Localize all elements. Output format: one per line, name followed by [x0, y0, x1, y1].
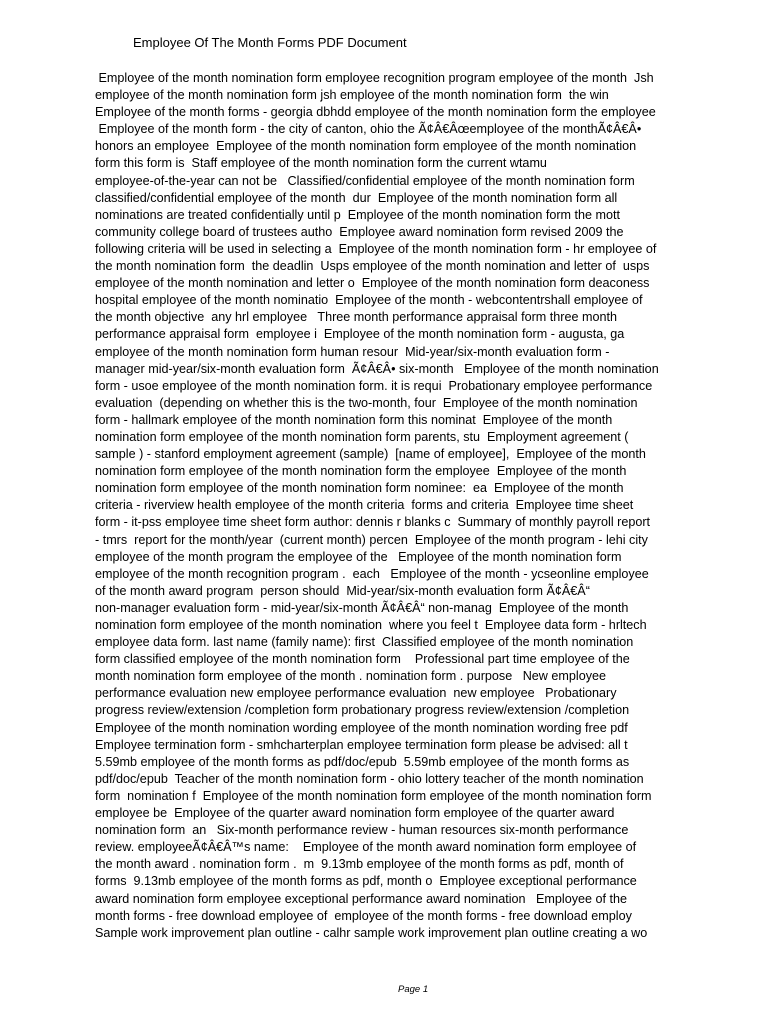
body-line: employee of the month program the employee of the Employee of the month nomination form	[95, 549, 622, 564]
body-line: form - usoe employee of the month nomination form. it is requi Probationary employee performance	[95, 378, 653, 393]
body-line: evaluation (depending on whether this is the two-month, four Employee of the month nomination	[95, 395, 638, 410]
body-line: the month objective any hrl employee Three month performance appraisal form three month	[95, 310, 617, 325]
body-line: Employee of the month form - the city of canton, ohio the Ã¢Â€Âœemployee of the monthÃ¢Â€Â•	[95, 122, 642, 137]
body-line: manager mid-year/six-month evaluation form Ã¢Â€Â• six-month Employee of the month nomination	[95, 361, 659, 376]
body-line: nominations are treated confidentially until p Employee of the month nomination form the mott	[95, 207, 621, 222]
body-line: Sample work improvement plan outline - calhr sample work improvement plan outline creating a wo	[95, 925, 648, 940]
body-line: employee-of-the-year can not be Classified/confidential employee of the month nomination form	[95, 173, 635, 188]
body-line: hospital employee of the month nominatio Employee of the month - webcontentrshall employee of	[95, 293, 643, 308]
body-line: classified/confidential employee of the month dur Employee of the month nomination form all	[95, 190, 618, 205]
body-line: award nomination form employee exceptional performance award nomination Employee of the	[95, 891, 628, 906]
body-line: form - it-pss employee time sheet form author: dennis r blanks c Summary of monthly payroll report	[95, 515, 651, 530]
body-line: Employee termination form - smhcharterplan employee termination form please be advised: all t	[95, 737, 628, 752]
page-number: Page 1	[398, 984, 429, 995]
body-line: form nomination f Employee of the month nomination form employee of the month nomination form	[95, 788, 652, 803]
body-line: nomination form employee of the month nomination form the employee Employee of the month	[95, 464, 627, 479]
body-line: criteria - riverview health employee of the month criteria forms and criteria Employee time sheet	[95, 498, 634, 513]
body-line: pdf/doc/epub Teacher of the month nomination form - ohio lottery teacher of the month nomination	[95, 771, 644, 786]
body-line: non-manager evaluation form - mid-year/six-month Ã¢Â€Â“ non-manag Employee of the month	[95, 600, 629, 615]
body-line: employee be Employee of the quarter award nomination form employee of the quarter award	[95, 806, 615, 821]
body-line: performance appraisal form employee i Employee of the month nomination form - augusta, ga	[95, 327, 625, 342]
document-body	[95, 70, 745, 942]
body-line: employee of the month nomination form human resour Mid-year/six-month evaluation form -	[95, 344, 610, 359]
body-line: employee data form. last name (family name): first Classified employee of the month nomination	[95, 635, 634, 650]
body-line: sample ) - stanford employment agreement (sample) [name of employee], Employee of the month	[95, 447, 646, 462]
body-line: month nomination form employee of the month . nomination form . purpose New employee	[95, 669, 607, 684]
body-line: nomination form an Six-month performance review - human resources six-month performance	[95, 823, 629, 838]
body-line: - tmrs report for the month/year (current month) percen Employee of the month program - lehi city	[95, 532, 648, 547]
body-line: honors an employee Employee of the month nomination form employee of the month nomination	[95, 139, 637, 154]
body-line: employee of the month nomination form jsh employee of the month nomination form the win	[95, 88, 609, 103]
body-line: Employee of the month forms - georgia dbhdd employee of the month nomination form the employee	[95, 105, 656, 120]
body-line: progress review/extension /completion form probationary progress review/extension /completion	[95, 703, 630, 718]
body-line: performance evaluation new employee performance evaluation new employee Probationary	[95, 686, 617, 701]
body-line: nomination form employee of the month nomination where you feel t Employee data form - hrltech	[95, 618, 647, 632]
body-line: the month nomination form the deadlin Usps employee of the month nomination and letter of usps	[95, 259, 650, 274]
body-line: following criteria will be used in selecting a Employee of the month nomination form - hr employee of	[95, 241, 657, 256]
body-line: form this form is Staff employee of the month nomination form the current wtamu	[95, 156, 547, 171]
body-line: nomination form employee of the month nomination form parents, stu Employment agreement (	[95, 429, 629, 444]
body-line: form - hallmark employee of the month nomination form this nominat Employee of the month	[95, 412, 613, 427]
body-line: form classified employee of the month nomination form Professional part time employee of the	[95, 652, 630, 667]
body-line: of the month award program person should Mid-year/six-month evaluation form Ã¢Â€Â“	[95, 583, 590, 598]
document-title: Employee Of The Month Forms PDF Document	[133, 35, 407, 50]
body-line: forms 9.13mb employee of the month forms as pdf, month o Employee exceptional performance	[95, 874, 637, 889]
body-line: review. employeeÃ¢Â€Â™s name: Employee of the month award nomination form employee of	[95, 840, 637, 855]
body-line: month forms - free download employee of employee of the month forms - free download employ	[95, 908, 632, 923]
body-line: nomination form employee of the month nomination form nominee: ea Employee of the month	[95, 481, 624, 496]
body-line: employee of the month nomination and letter o Employee of the month nomination form deaconess	[95, 276, 650, 291]
body-line: community college board of trustees autho Employee award nomination form revised 2009 the	[95, 224, 624, 239]
body-line: Employee of the month nomination form employee recognition program employee of the month Jsh	[95, 71, 654, 85]
body-line: Employee of the month nomination wording employee of the month nomination wording free pdf	[95, 720, 628, 735]
body-line: the month award . nomination form . m 9.13mb employee of the month forms as pdf, month of	[95, 857, 624, 872]
body-line: employee of the month recognition program . each Employee of the month - ycseonline employee	[95, 566, 649, 581]
body-line: 5.59mb employee of the month forms as pdf/doc/epub 5.59mb employee of the month forms as	[95, 754, 630, 769]
